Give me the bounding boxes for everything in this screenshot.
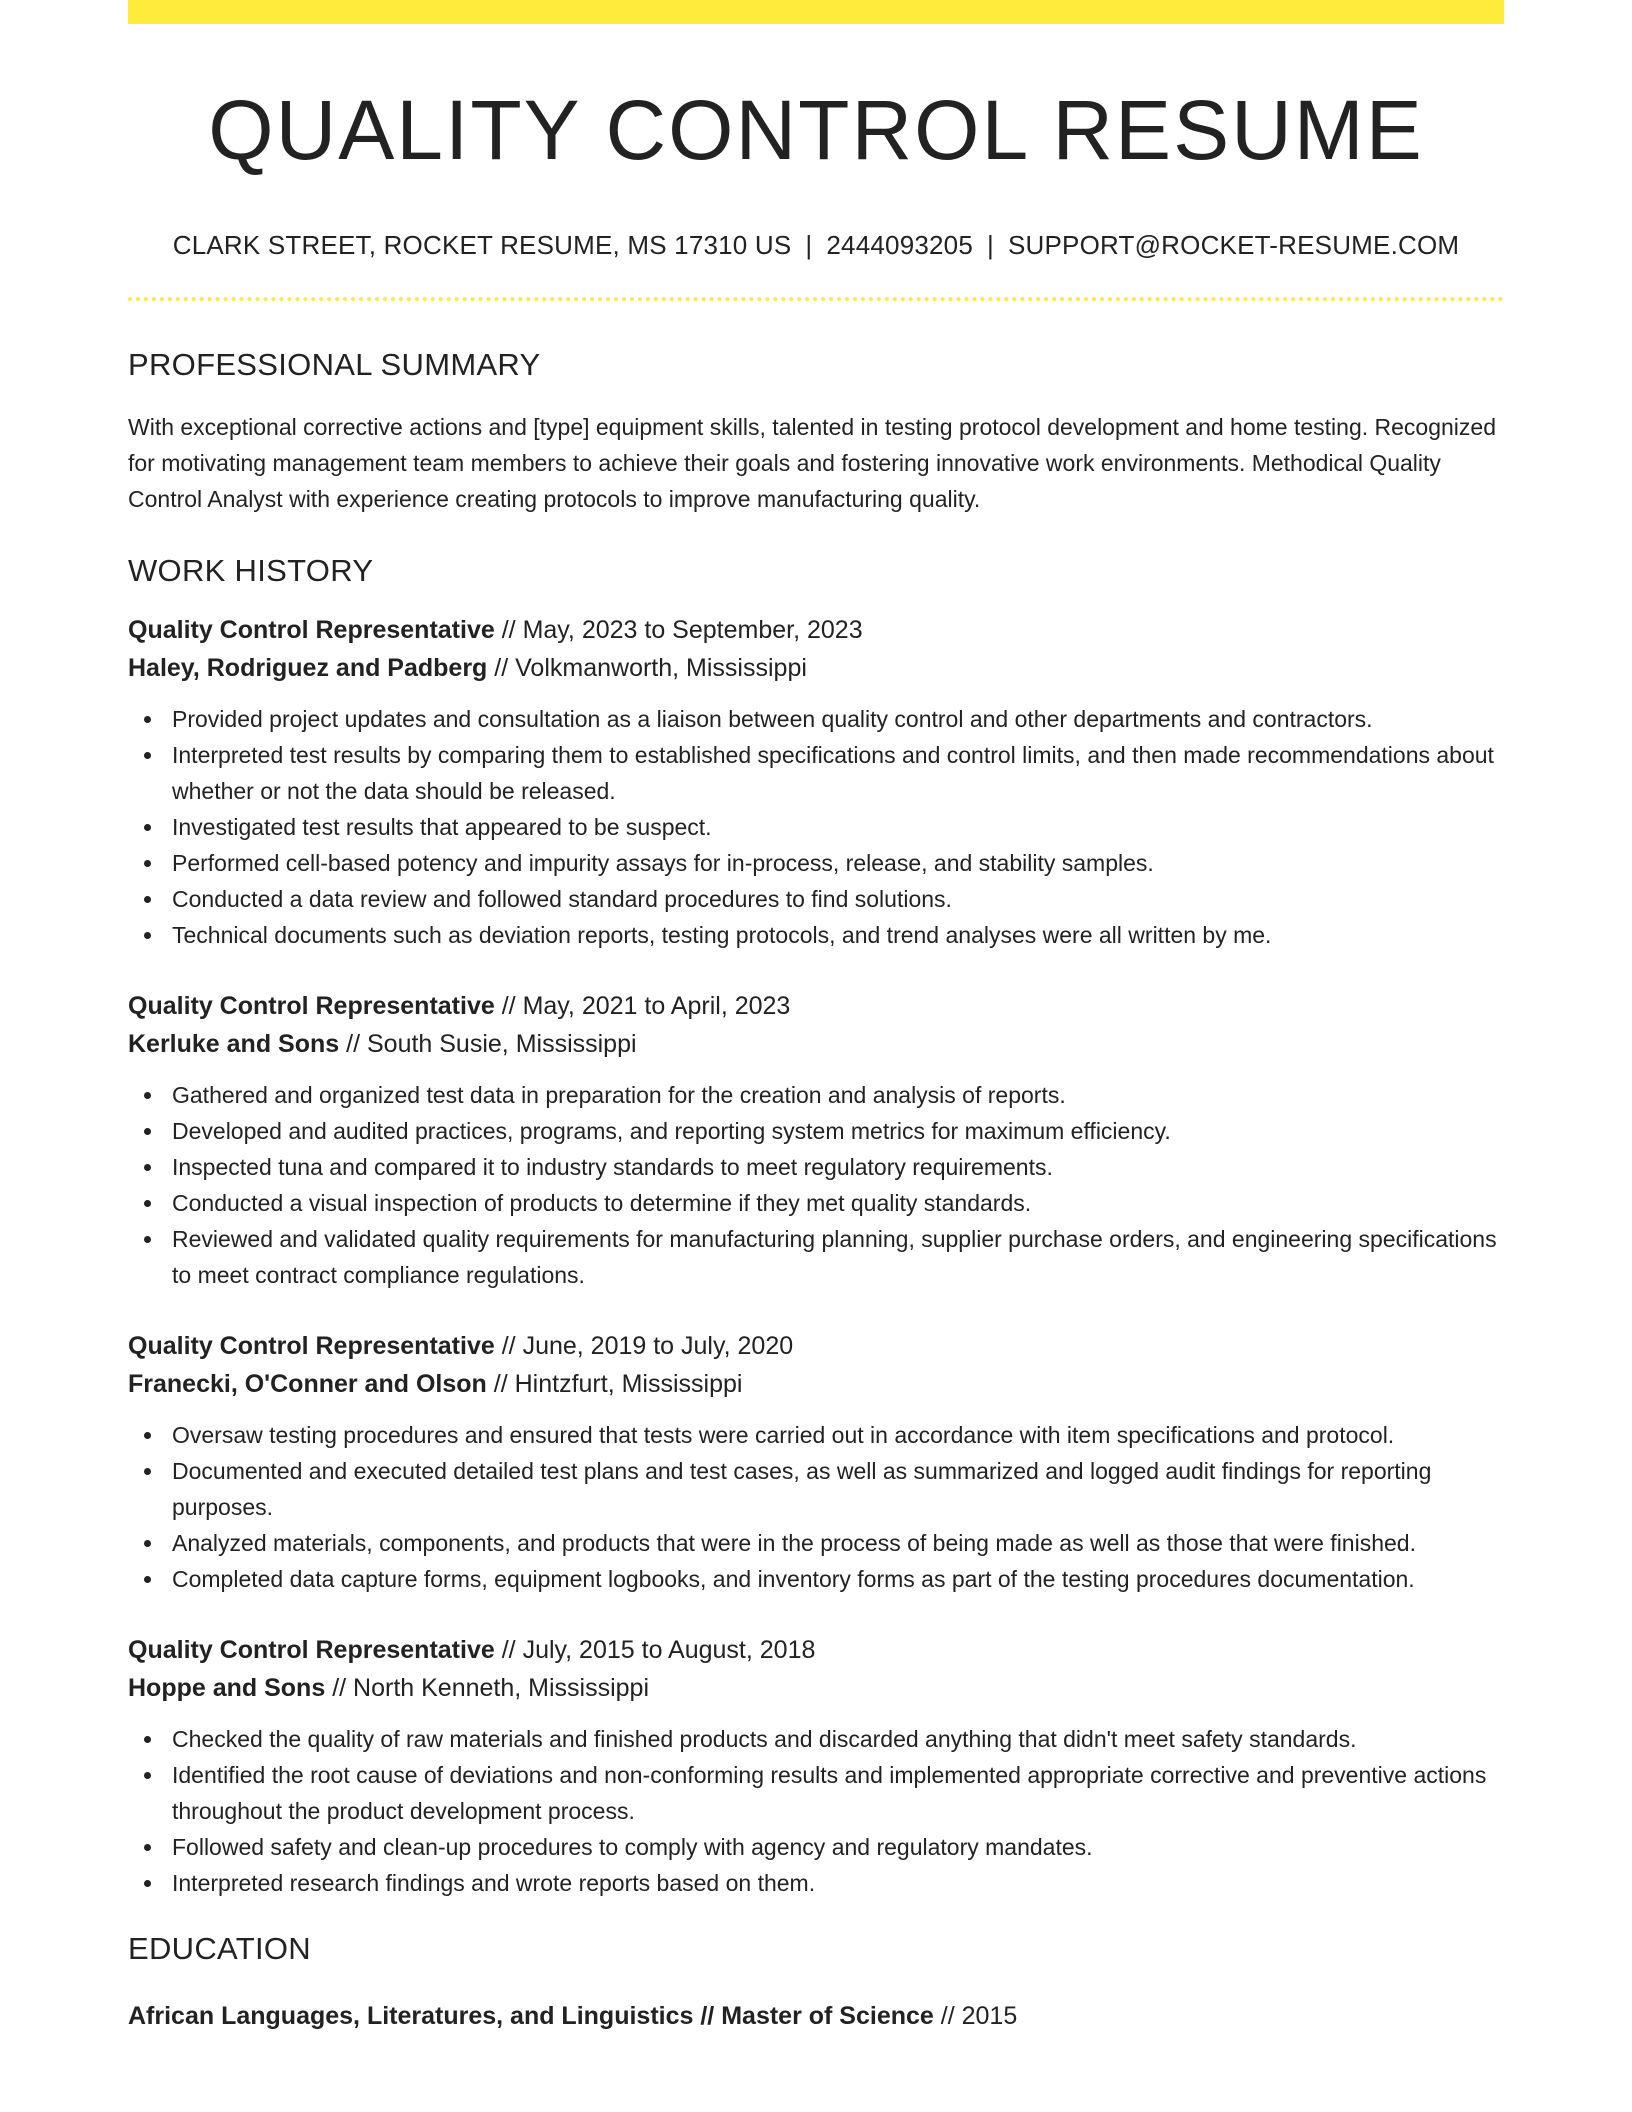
job-dates: May, 2023 to September, 2023	[522, 616, 863, 645]
job-divider: //	[501, 1636, 516, 1665]
job-title-line	[128, 1327, 1504, 1365]
job-divider: //	[501, 1332, 516, 1361]
job-list	[128, 611, 1504, 1901]
job-title: Quality Control Representative	[128, 992, 495, 1021]
job-title-line	[128, 1631, 1504, 1669]
job-bullet: Gathered and organized test data in preparation for the creation and analysis of reports.	[172, 1077, 1504, 1113]
job-company-line	[128, 1365, 1504, 1403]
job-bullet: Investigated test results that appeared to be suspect.	[172, 809, 1504, 845]
job-title-line	[128, 611, 1504, 649]
contact-address: CLARK STREET, ROCKET RESUME, MS 17310 US	[172, 230, 792, 261]
job-bullet: Interpreted test results by comparing them to established specifications and control limits, and then made recommendations about whether or not the data should be released.	[172, 737, 1504, 809]
education-divider: //	[940, 2002, 955, 2031]
job-divider: //	[346, 1030, 361, 1059]
education-field: African Languages, Literatures, and Linguistics	[128, 2002, 694, 2031]
job-company: Haley, Rodriguez and Padberg	[128, 654, 488, 683]
job-divider: //	[494, 654, 509, 683]
job-bullet: Conducted a data review and followed standard procedures to find solutions.	[172, 881, 1504, 917]
summary-heading: PROFESSIONAL SUMMARY	[128, 347, 541, 383]
education-divider: //	[700, 2002, 715, 2031]
education-heading: EDUCATION	[128, 1931, 311, 1967]
job-company: Hoppe and Sons	[128, 1674, 326, 1703]
job-location: South Susie, Mississippi	[366, 1030, 637, 1059]
job-entry	[128, 611, 1504, 953]
job-bullets	[128, 701, 1504, 953]
job-bullet: Conducted a visual inspection of products to determine if they met quality standards.	[172, 1185, 1504, 1221]
job-title: Quality Control Representative	[128, 1332, 495, 1361]
job-bullet: Reviewed and validated quality requirements for manufacturing planning, supplier purchase orders, and engineering specifications to meet contract compliance regulations.	[172, 1221, 1504, 1293]
job-bullet: Analyzed materials, components, and products that were in the process of being made as well as those that were finished.	[172, 1525, 1504, 1561]
contact-separator: |	[805, 230, 813, 261]
job-location: North Kenneth, Mississippi	[353, 1674, 650, 1703]
resume-title: QUALITY CONTROL RESUME	[208, 83, 1424, 177]
job-bullet: Inspected tuna and compared it to industry standards to meet regulatory requirements.	[172, 1149, 1504, 1185]
job-title: Quality Control Representative	[128, 1636, 495, 1665]
job-divider: //	[493, 1370, 508, 1399]
job-bullet: Followed safety and clean-up procedures to comply with agency and regulatory mandates.	[172, 1829, 1504, 1865]
job-bullet: Performed cell-based potency and impurity assays for in-process, release, and stability samples.	[172, 845, 1504, 881]
job-bullet: Checked the quality of raw materials and finished products and discarded anything that didn't meet safety standards.	[172, 1721, 1504, 1757]
job-company: Franecki, O'Conner and Olson	[128, 1370, 487, 1399]
job-divider: //	[501, 992, 516, 1021]
job-location: Hintzfurt, Mississippi	[514, 1370, 743, 1399]
job-bullet: Identified the root cause of deviations and non-conforming results and implemented appropriate corrective and preventive actions throughout the product development process.	[172, 1757, 1504, 1829]
dotted-divider	[128, 297, 1504, 301]
accent-bar	[128, 0, 1504, 24]
resume-page	[128, 0, 1504, 2035]
job-entry	[128, 1631, 1504, 1901]
job-bullet: Completed data capture forms, equipment logbooks, and inventory forms as part of the testing procedures documentation.	[172, 1561, 1504, 1597]
job-dates: May, 2021 to April, 2023	[522, 992, 791, 1021]
job-company-line	[128, 649, 1504, 687]
job-bullet: Developed and audited practices, programs, and reporting system metrics for maximum efficiency.	[172, 1113, 1504, 1149]
education-entry	[128, 1997, 1504, 2035]
job-title: Quality Control Representative	[128, 616, 495, 645]
job-bullet: Oversaw testing procedures and ensured that tests were carried out in accordance with item specifications and protocol.	[172, 1417, 1504, 1453]
job-divider: //	[332, 1674, 347, 1703]
job-divider: //	[501, 616, 516, 645]
contact-email: SUPPORT@ROCKET-RESUME.COM	[1007, 230, 1460, 261]
job-bullets	[128, 1721, 1504, 1901]
education-year: 2015	[961, 2002, 1018, 2031]
job-bullets	[128, 1077, 1504, 1293]
summary-text: With exceptional corrective actions and [type] equipment skills, talented in testing protocol development and home testing. Recognized for motivating management team members to achieve their goals and fostering innovative work environments. Methodical Quality Control Analyst with experience creating protocols to improve manufacturing quality.	[128, 414, 1496, 513]
work-history-heading: WORK HISTORY	[128, 553, 374, 589]
job-company-line	[128, 1669, 1504, 1707]
contact-separator: |	[987, 230, 994, 261]
job-title-line	[128, 987, 1504, 1025]
contact-phone: 2444093205	[826, 230, 973, 261]
job-bullet: Technical documents such as deviation reports, testing protocols, and trend analyses were all written by me.	[172, 917, 1504, 953]
job-bullet: Interpreted research findings and wrote reports based on them.	[172, 1865, 1504, 1901]
job-company-line	[128, 1025, 1504, 1063]
job-company: Kerluke and Sons	[128, 1030, 340, 1059]
contact-line	[128, 230, 1504, 261]
job-location: Volkmanworth, Mississippi	[515, 654, 807, 683]
job-dates: July, 2015 to August, 2018	[522, 1636, 816, 1665]
job-entry	[128, 987, 1504, 1293]
job-bullet: Provided project updates and consultation as a liaison between quality control and other departments and contractors.	[172, 701, 1504, 737]
job-dates: June, 2019 to July, 2020	[522, 1332, 794, 1361]
job-bullets	[128, 1417, 1504, 1597]
job-bullet: Documented and executed detailed test plans and test cases, as well as summarized and logged audit findings for reporting purposes.	[172, 1453, 1504, 1525]
job-entry	[128, 1327, 1504, 1597]
education-degree: Master of Science	[721, 2002, 934, 2031]
